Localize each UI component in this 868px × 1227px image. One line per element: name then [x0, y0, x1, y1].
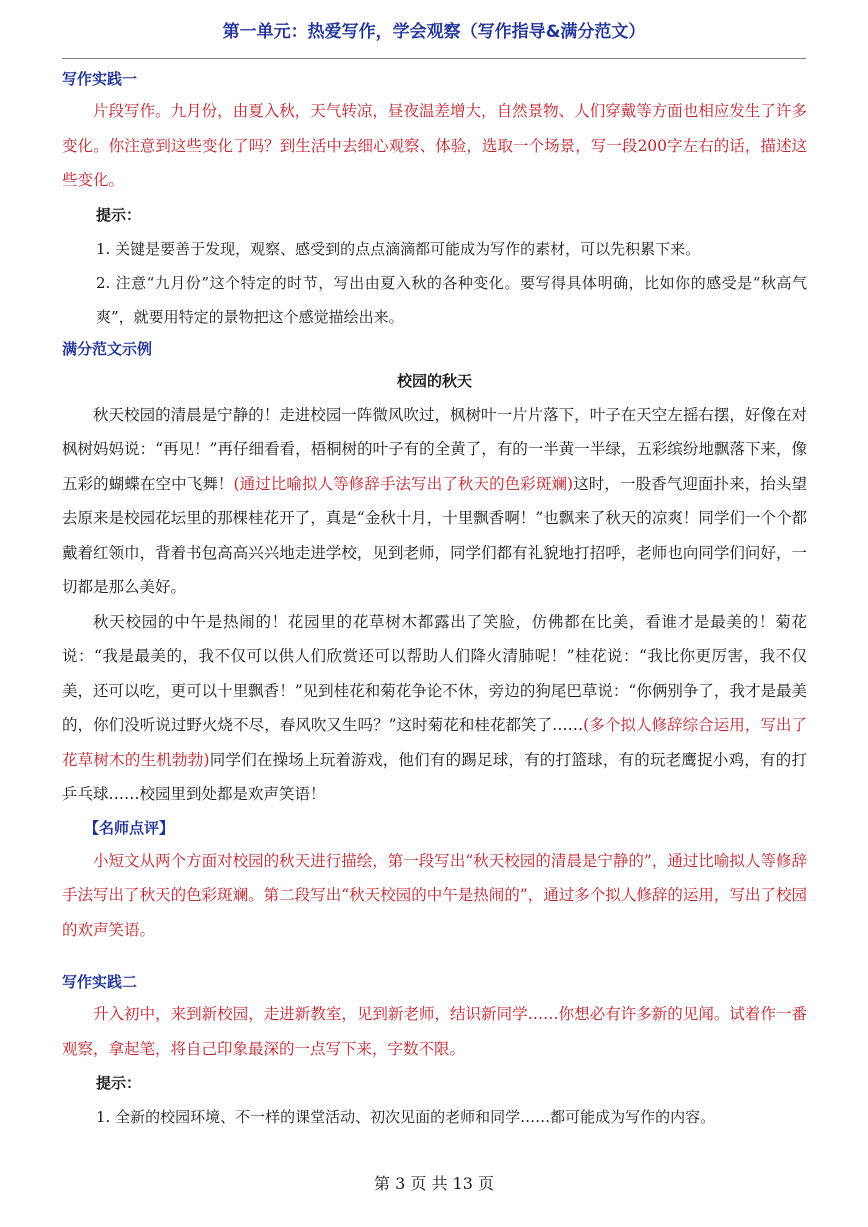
- sample-paragraph-2: [62, 605, 807, 812]
- sample-heading: 满分范文示例: [62, 339, 153, 358]
- practice2-hint-label: 提示：: [96, 1074, 142, 1092]
- practice2-task: 升入初中，来到新校园，走进新教室，见到新老师，结识新同学……你想必有许多新的见闻。试着作一番观察，拿起笔，将自己印象最深的一点写下来，字数不限。: [62, 1005, 807, 1058]
- practice2-heading: 写作实践二: [62, 973, 138, 991]
- para2-annotation: (多个拟人修辞综合运用，写出了花草树木的生机勃勃): [62, 716, 807, 769]
- practice1-hint-label: 提示：: [96, 205, 142, 224]
- section-spacer: [62, 947, 807, 967]
- para1-annotation: (通过比喻拟人等修辞手法写出了秋天的色彩斑斓): [233, 474, 574, 493]
- para2-text-b: 同学们在操场上玩着游戏，他们有的踢足球，有的打篮球，有的玩老鹰捉小鸡，有的打乒乓球……校园里到处都是欢声笑语！: [62, 750, 807, 803]
- page-content: [62, 64, 807, 1134]
- page-number-footer: 第 3 页 共 13 页: [374, 1174, 494, 1193]
- para1-text-b: 这时，一股香气迎面扑来，抬头望去原来是校园花坛里的那棵桂花开了，真是“金秋十月，十里飘香啊！”也飘来了秋天的凉爽！同学们一个个都戴着红领巾，背着书包高高兴兴地走进学校，见到老师，同学们都有礼貌地打招呼，老师也向同学们问好，一切都是那么美好。: [62, 474, 807, 596]
- practice1-heading: 写作实践一: [62, 70, 138, 88]
- teacher-review-text: 小短文从两个方面对校园的秋天进行描绘，第一段写出“秋天校园的清晨是宁静的”，通过比喻拟人等修辞手法写出了秋天的色彩斑斓。第二段写出“秋天校园的中午是热闹的”，通过多个拟人修辞的运用，写出了校园的欢声笑语。: [62, 851, 807, 939]
- para2-text-a: 秋天校园的中午是热闹的！花园里的花草树木都露出了笑脸，仿佛都在比美，看谁才是最美的！菊花说：“我是最美的，我不仅可以供人们欣赏还可以帮助人们降火清肺呢！”桂花说：“我比你更厉害，我不仅美，还可以吃，更可以十里飘香！”见到桂花和菊花争论不休，旁边的狗尾巴草说：“你俩别争了，我才是最美的，你们没听说过野火烧不尽，春风吹又生吗？”这时菊花和桂花都笑了……: [62, 612, 807, 734]
- practice1-task: 片段写作。九月份，由夏入秋，天气转凉，昼夜温差增大，自然景物、人们穿戴等方面也相应发生了许多变化。你注意到这些变化了吗？到生活中去细心观察、体验，选取一个场景，写一段200字左右的话，描述这些变化。: [62, 102, 807, 189]
- practice1-tip-1: 1. 关键是要善于发现，观察、感受到的点点滴滴都可能成为写作的素材，可以先积累下来。: [96, 239, 701, 258]
- practice2-tip-1: 1. 全新的校园环境、不一样的课堂活动、初次见面的老师和同学……都可能成为写作的内容。: [96, 1108, 716, 1126]
- teacher-review-label: 【名师点评】: [84, 818, 175, 837]
- para1-text-a: 秋天校园的清晨是宁静的！走进校园一阵微风吹过，枫树叶一片片落下，叶子在天空左摇右摆，好像在对枫树妈妈说：“再见！”再仔细看看，梧桐树的叶子有的全黄了，有的一半黄一半绿，五彩缤纷地飘落下来，像五彩的蝴蝶在空中飞舞！: [62, 405, 807, 493]
- practice1-tip-2: 2. 注意“九月份”这个特定的时节，写出由夏入秋的各种变化。要写得具体明确，比如你的感受是“秋高气爽”，就要用特定的景物把这个感觉描绘出来。: [96, 273, 807, 326]
- page-header-title: 第一单元：热爱写作，学会观察（写作指导&满分范文）: [222, 22, 646, 42]
- sample-essay-title: 校园的秋天: [396, 371, 472, 390]
- sample-paragraph-1: [62, 398, 807, 605]
- header-divider: [62, 58, 806, 59]
